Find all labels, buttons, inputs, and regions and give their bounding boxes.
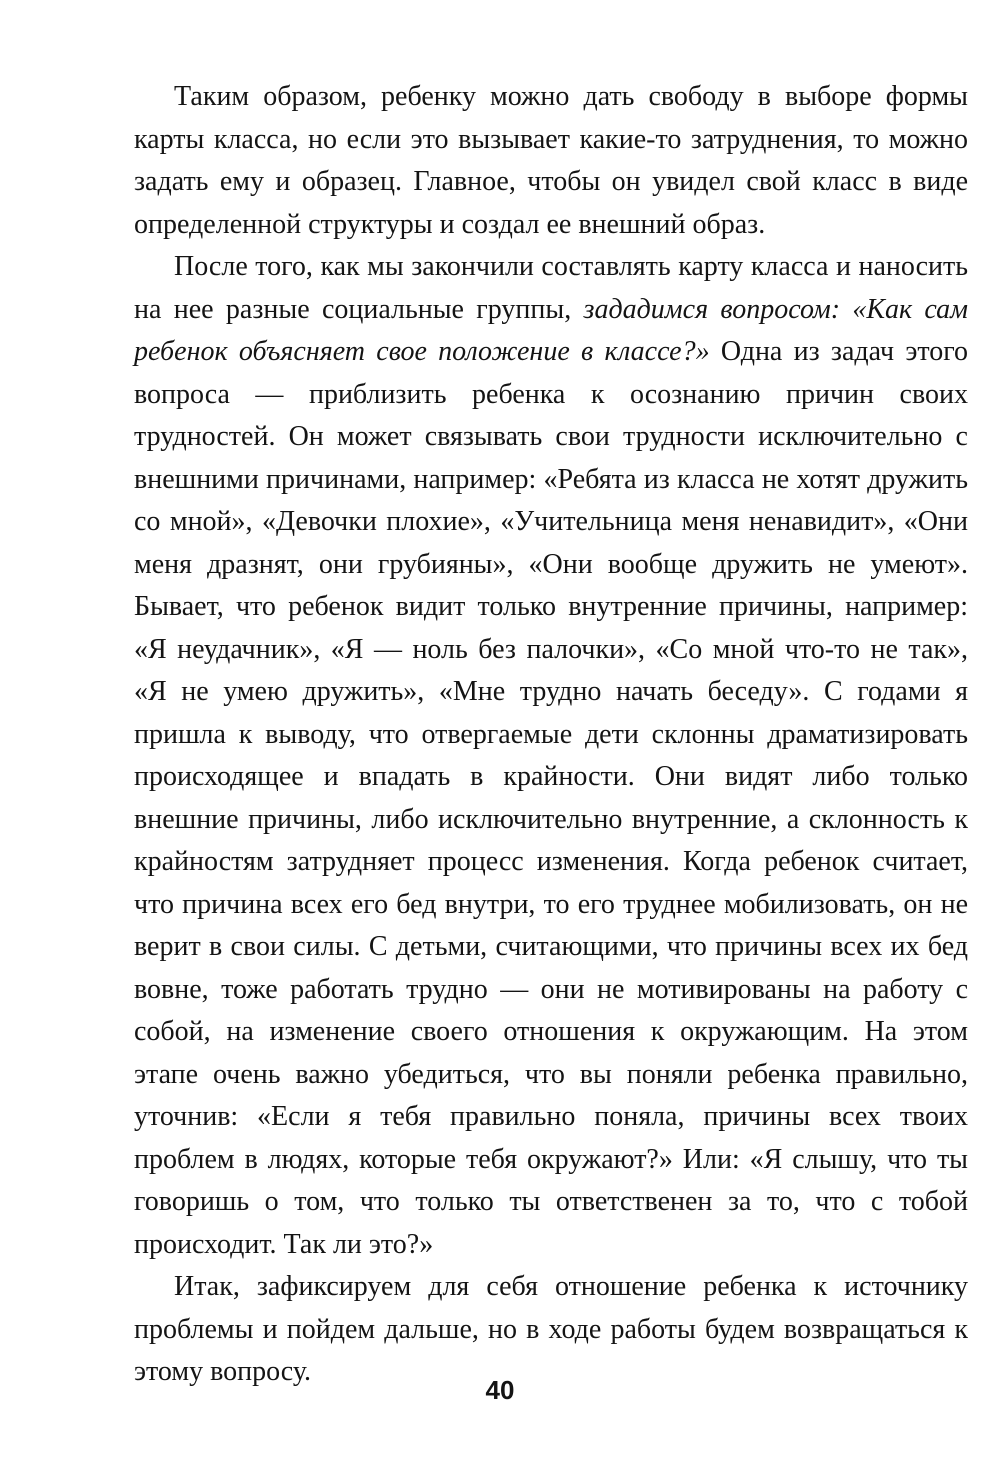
paragraph-2 [134,246,968,1266]
paragraph-2-italic-question: зададимся вопросом: «Как сам ребенок объясняет свое положение в классе?» [134,293,968,367]
paragraph-2-text-start: После того, как мы закончили составлять карту класса и наносить на нее разные социальные группы, [134,251,968,325]
paragraph-3-text: Итак, зафиксируем для себя отношение ребенка к источнику проблемы и пойдем дальше, но в ходе работы будем возвращаться к этому вопросу. [134,1271,968,1387]
paragraph-1-text: Таким образом, ребенку можно дать свободу в выборе формы карты класса, но если это вызывает какие-то затруднения, то можно задать ему и образец. Главное, чтобы он увидел свой класс в виде определенной структуры и создал ее внешний образ. [134,81,968,240]
paragraph-1 [134,76,968,246]
body-text [134,76,968,1394]
page-number: 40 [485,1375,515,1405]
paragraph-2-text-end: Одна из задач этого вопроса — приблизить ребенка к осознанию причин своих трудностей. Он может связывать свои трудности исключительно с внешними причинами, например: «Ребята из класса не хотят дружить со мной», «Девочки плохие», «Учительница меня ненавидит», «Они меня дразнят, они грубияны», «Они вообще дружить не умеют». Бывает, что ребенок видит только внутренние причины, например: «Я неудачник», «Я — ноль без палочки», «Со мной что-то не так», «Я не умею дружить», «Мне трудно начать беседу». С годами я пришла к выводу, что отвергаемые дети склонны драматизировать происходящее и впадать в крайности. Они видят либо только внешние причины, либо исключительно внутренние, а склонность к крайностям затрудняет процесс изменения. Когда ребенок считает, что причина всех его бед внутри, то его труднее мобилизовать, он не верит в свои силы. С детьми, считающими, что причины всех их бед вовне, тоже работать трудно — они не мотивированы на работу с собой, на изменение своего отношения к окружающим. На этом этапе очень важно убедиться, что вы поняли ребенка правильно, уточнив: «Если я тебя правильно поняла, причины всех твоих проблем в людях, которые тебя окружают?» Или: «Я слышу, что ты говоришь о том, что только ты ответственен за то, что с тобой происходит. Так ли это?» [134,336,968,1260]
